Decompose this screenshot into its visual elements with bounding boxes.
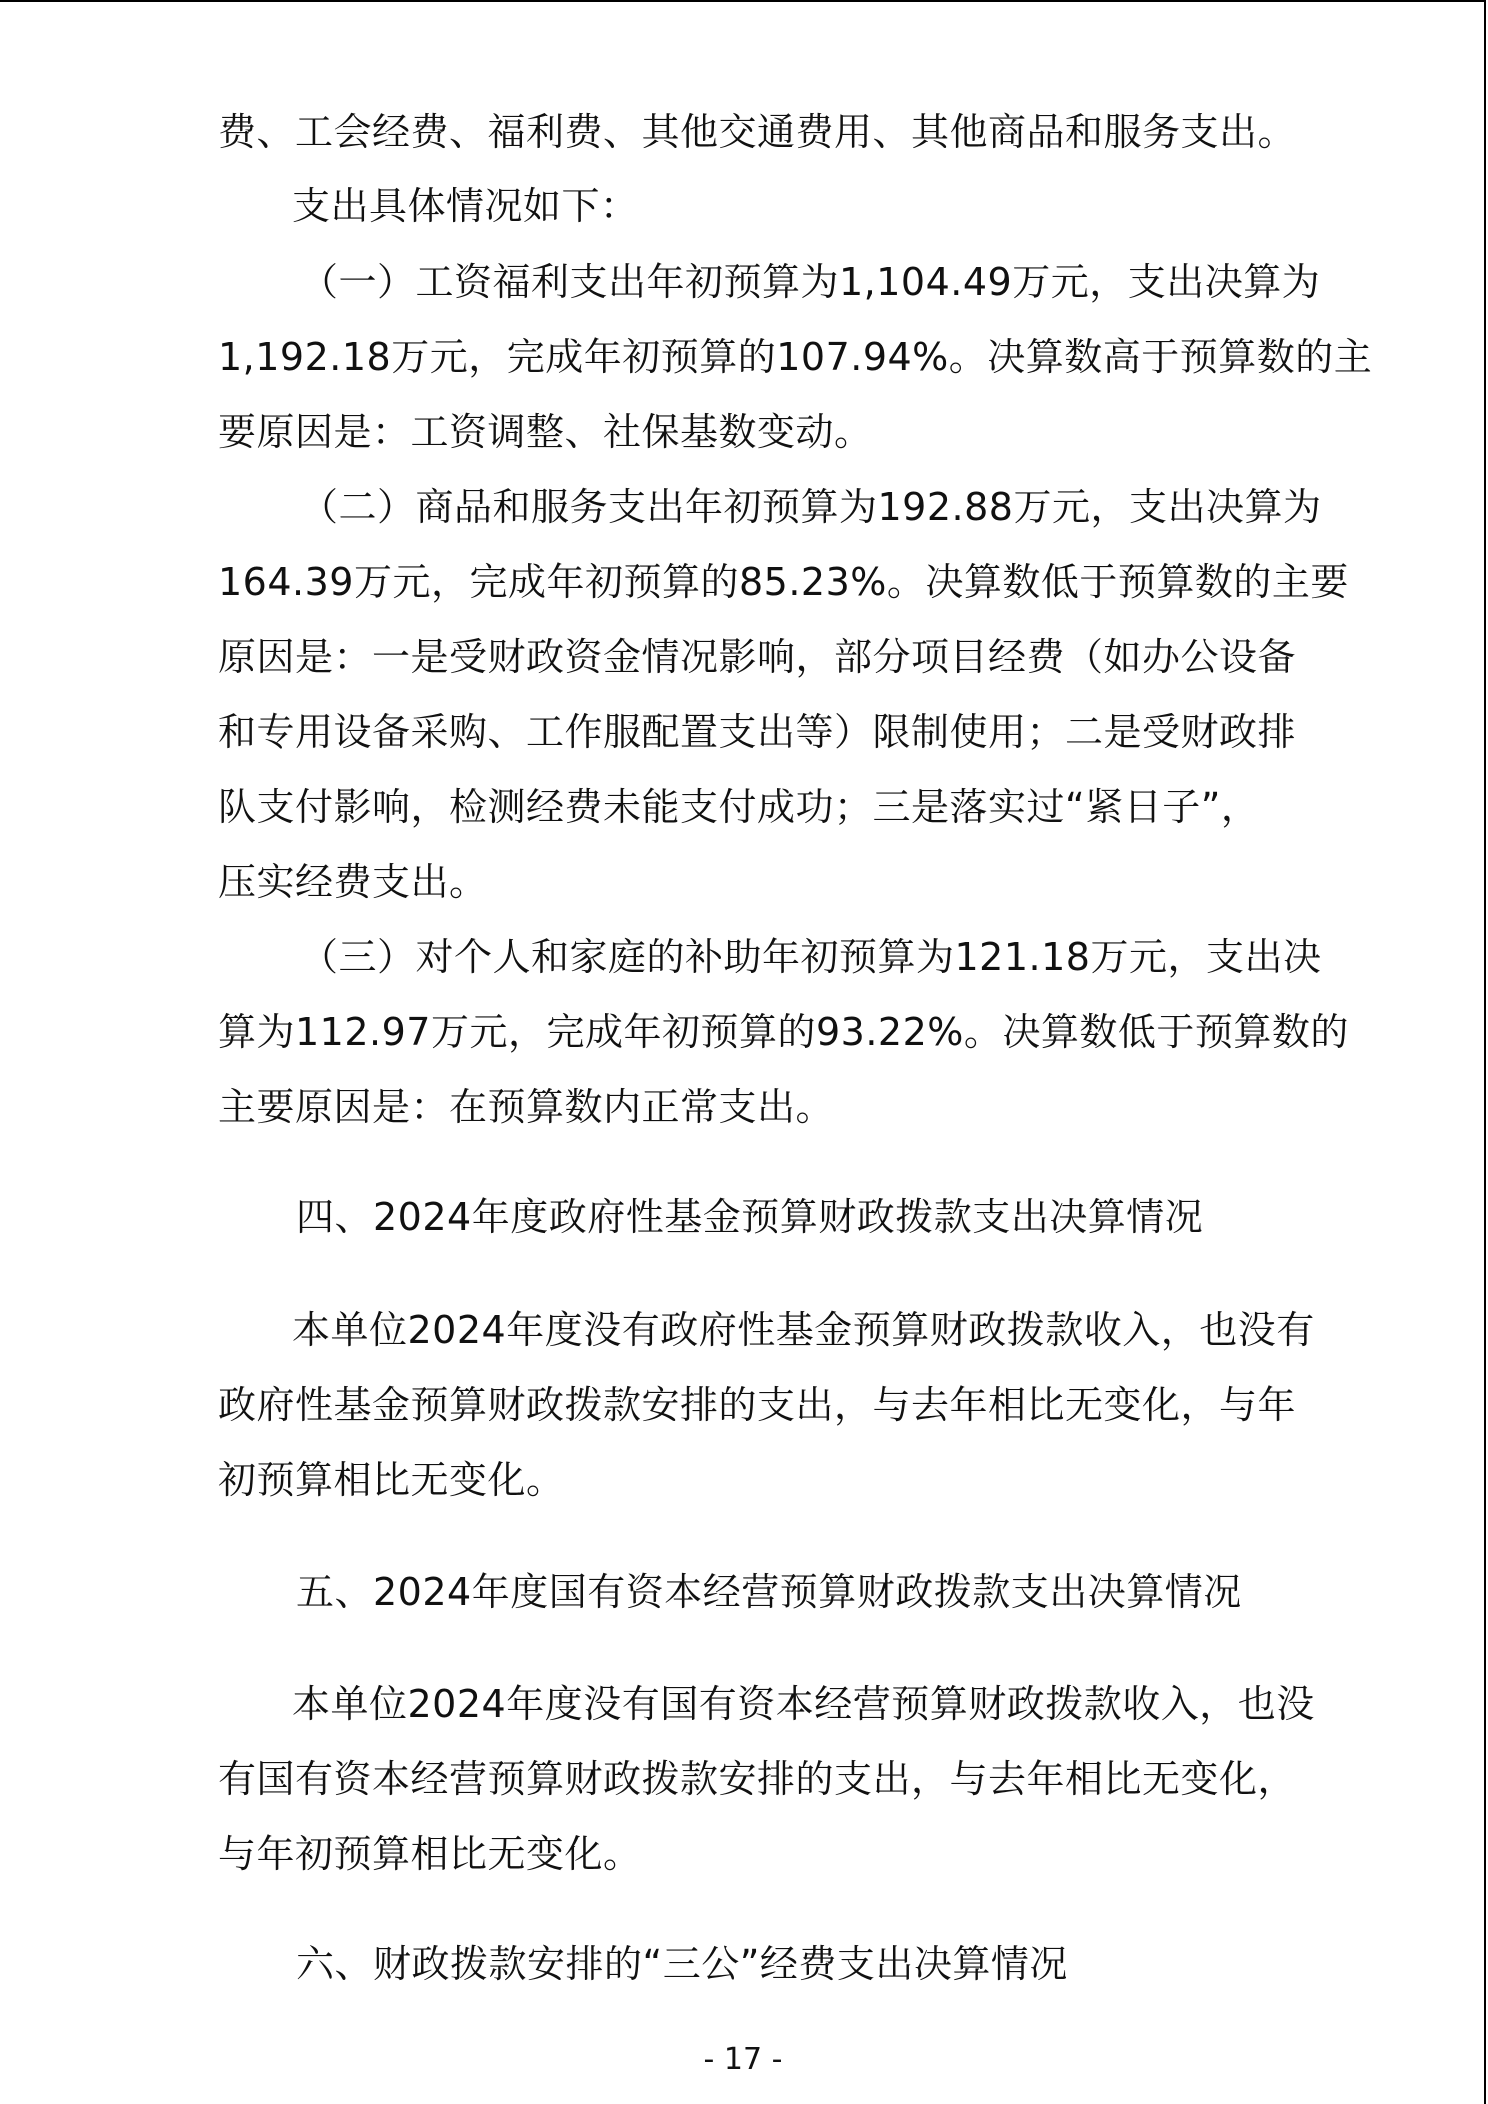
section-heading: 六、财政拨款安排的“三公”经费支出决算情况	[296, 1942, 1068, 1986]
paragraph-line: 有国有资本经营预算财政拨款安排的支出，与去年相比无变化，	[218, 1757, 1297, 1801]
paragraph-line: 1,192.18万元，完成年初预算的107.94%。决算数高于预算数的主	[218, 335, 1373, 379]
paragraph-line: 初预算相比无变化。	[218, 1458, 565, 1502]
section-heading: 四、2024年度政府性基金预算财政拨款支出决算情况	[296, 1195, 1204, 1239]
paragraph-line: 主要原因是：在预算数内正常支出。	[218, 1085, 835, 1129]
paragraph-line: 本单位2024年度没有国有资本经营预算财政拨款收入，也没	[292, 1682, 1315, 1726]
paragraph-line: （三）对个人和家庭的补助年初预算为121.18万元，支出决	[300, 935, 1322, 979]
page-number: - 17 -	[703, 2042, 783, 2077]
paragraph-line: 与年初预算相比无变化。	[218, 1832, 642, 1876]
paragraph-line: （二）商品和服务支出年初预算为192.88万元，支出决算为	[300, 485, 1322, 529]
paragraph-line: 原因是：一是受财政资金情况影响，部分项目经费（如办公设备	[218, 635, 1297, 679]
paragraph-line: 算为112.97万元，完成年初预算的93.22%。决算数低于预算数的	[218, 1010, 1349, 1054]
paragraph-line: 压实经费支出。	[218, 860, 488, 904]
paragraph-line: 164.39万元，完成年初预算的85.23%。决算数低于预算数的主要	[218, 560, 1349, 604]
paragraph-line: 要原因是：工资调整、社保基数变动。	[218, 410, 873, 454]
paragraph-line: 政府性基金预算财政拨款安排的支出，与去年相比无变化，与年	[218, 1383, 1297, 1427]
paragraph-line: 本单位2024年度没有政府性基金预算财政拨款收入，也没有	[292, 1308, 1315, 1352]
paragraph-line: 队支付影响，检测经费未能支付成功；三是落实过“紧日子”，	[218, 785, 1260, 829]
section-heading: 五、2024年度国有资本经营预算财政拨款支出决算情况	[296, 1570, 1242, 1614]
paragraph-line: （一）工资福利支出年初预算为1,104.49万元，支出决算为	[300, 260, 1321, 304]
paragraph-line: 支出具体情况如下：	[292, 184, 639, 228]
paragraph-line: 费、工会经费、福利费、其他交通费用、其他商品和服务支出。	[218, 110, 1297, 154]
paragraph-line: 和专用设备采购、工作服配置支出等）限制使用；二是受财政排	[218, 710, 1297, 754]
